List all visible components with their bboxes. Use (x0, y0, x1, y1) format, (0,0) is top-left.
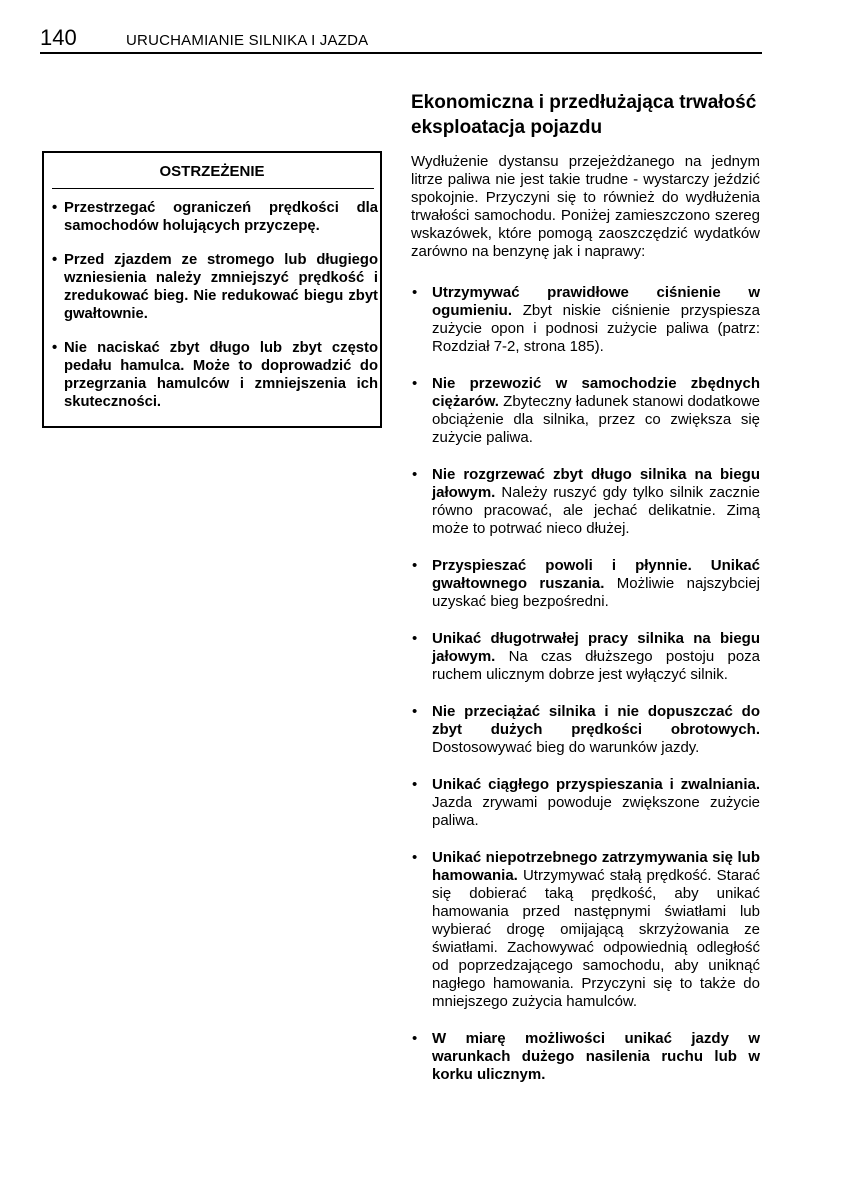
tip-item (411, 466, 760, 538)
tip-heading: Nie przeciążać silnika i nie dopuszczać do zbyt dużych prędkości obrotowych. (432, 703, 760, 738)
warning-item (52, 251, 378, 323)
tip-heading: Unikać niepotrzebnego zatrzymywania się lub hamowania. (432, 849, 760, 884)
bullet-icon: • (412, 284, 418, 301)
bullet-icon: • (52, 340, 58, 356)
warning-item (52, 199, 378, 235)
warning-box (42, 151, 382, 428)
tip-item (411, 1030, 760, 1084)
bullet-icon: • (52, 200, 58, 216)
tip-heading: Przyspieszać powoli i płynnie. Unikać gwałtownego ruszania. (432, 557, 760, 592)
tip-item (411, 849, 760, 1011)
bullet-icon: • (412, 1030, 418, 1047)
tip-item (411, 630, 760, 684)
bullet-icon: • (412, 375, 418, 392)
warning-title: OSTRZEŻENIE (159, 163, 265, 180)
section-intro: Wydłużenie dystansu przejeżdżanego na jednym litrze paliwa nie jest takie trudne - wystarczy jeździć spokojnie. Przyczyni się to również do wydłużenia trwałości samochodu. Poniżej zamieszczono szereg wskazówek, które pomogą zaoszczędzić wydatków zarówno na benzynę jak i naprawy: (411, 153, 760, 260)
chapter-title: URUCHAMIANIE SILNIKA I JAZDA (126, 32, 369, 49)
page-number: 140 (40, 25, 77, 50)
tip-heading: Nie rozgrzewać zbyt długo silnika na biegu jałowym. (432, 466, 760, 501)
warning-item-text: Przed zjazdem ze stromego lub długiego wzniesienia należy zmniejszyć prędkość i zredukować bieg. Nie redukować biegu zbyt gwałtownie. (64, 252, 378, 322)
tip-text: Należy ruszyć gdy tylko silnik zacznie równo pracować, ale jechać delikatnie. Zimą może to potrwać nieco dłużej. (432, 484, 760, 537)
warning-list (52, 199, 378, 427)
tip-heading: Unikać ciągłego przyspieszania i zwalniania. (432, 776, 760, 793)
tip-item (411, 375, 760, 447)
tip-heading: Unikać długotrwałej pracy silnika na biegu jałowym. (432, 630, 760, 665)
warning-divider (52, 188, 374, 189)
bullet-icon: • (52, 252, 58, 268)
tip-text: Możliwie najszybciej uzyskać bieg bezpośredni. (432, 575, 760, 610)
tip-text: Na czas dłuższego postoju poza ruchem ulicznym dobrze jest wyłączyć silnik. (432, 648, 760, 683)
bullet-icon: • (412, 630, 418, 647)
bullet-icon: • (412, 849, 418, 866)
tip-text: Zbyteczny ładunek stanowi dodatkowe obciążenie dla silnika, przez co zwiększa się zużycie paliwa. (432, 393, 760, 446)
tip-text: Dostosowywać bieg do warunków jazdy. (432, 739, 700, 756)
warning-item-text: Nie naciskać zbyt długo lub zbyt często pedału hamulca. Może to doprowadzić do przegrzania hamulców i zmniejszenia ich skuteczności. (64, 340, 378, 410)
tip-item (411, 776, 760, 830)
warning-item (52, 339, 378, 411)
tip-item (411, 284, 760, 356)
tip-item (411, 557, 760, 611)
tip-item (411, 703, 760, 757)
tip-heading: Utrzymywać prawidłowe ciśnienie w ogumieniu. (432, 284, 760, 319)
bullet-icon: • (412, 466, 418, 483)
page-header (40, 24, 762, 54)
tip-text: Jazda zrywami powoduje zwiększone zużycie paliwa. (432, 794, 760, 829)
bullet-icon: • (412, 703, 418, 720)
bullet-icon: • (412, 557, 418, 574)
section-column (411, 90, 760, 1103)
warning-item-text: Przestrzegać ograniczeń prędkości dla samochodów holujących przyczepę. (64, 200, 378, 234)
tip-text: Zbyt niskie ciśnienie przyspiesza zużycie opon i podnosi zużycie paliwa (patrz: Rozdział 7-2, strona 185). (432, 302, 760, 355)
tip-heading: W miarę możliwości unikać jazdy w warunkach dużego nasilenia ruchu lub w korku ulicznym. (432, 1030, 760, 1083)
bullet-icon: • (412, 776, 418, 793)
tip-text: Utrzymywać stałą prędkość. Starać się dobierać taką prędkość, aby unikać hamowania przed następnymi światłami lub wybierać drogę omijającą skrzyżowania ze światłami. Zachowywać odpowiednią odległość od poprzedzającego samochodu, aby uniknąć nagłego hamowania. Przyczyni się to także do mniejszego zużycia hamulców. (432, 867, 760, 1010)
section-title: Ekonomiczna i przedłużająca trwałość eksploatacja pojazdu (411, 92, 757, 138)
tip-heading: Nie przewozić w samochodzie zbędnych ciężarów. (432, 375, 760, 410)
